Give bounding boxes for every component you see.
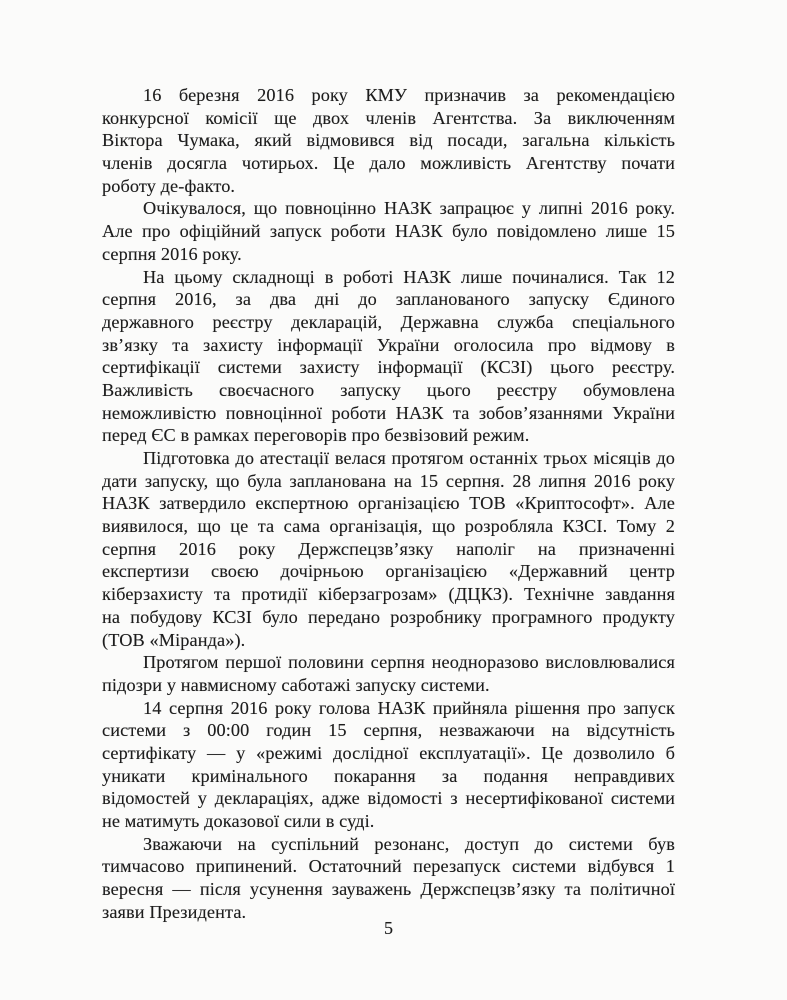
text-line: конкурсної комісії ще двох членів Агентства. За виключенням	[102, 107, 675, 128]
text-line: підозри у навмисному саботажі запуску системи.	[102, 674, 490, 695]
text-line: вересня — після усунення зауважень Держспецзв’язку та політичної	[102, 879, 675, 900]
text-line: відомостей у деклараціях, адже відомості з несертифікованої системи	[102, 788, 675, 809]
text-line: Віктора Чумака, який відмовився від посади, загальна кількість	[102, 130, 675, 151]
text-line: Протягом першої половини серпня неодноразово висловлювалися	[143, 652, 675, 673]
text-line: дати запуску, що була запланована на 15 серпня. 28 липня 2016 року	[102, 470, 675, 491]
text-line: серпня 2016, за два дні до запланованого запуску Єдиного	[102, 289, 675, 310]
text-line: кіберзахисту та протидії кіберзагрозам» (ДЦКЗ). Технічне завдання	[102, 584, 675, 605]
text-line: членів досягла чотирьох. Це дало можливість Агентству почати	[102, 153, 675, 174]
text-line: НАЗК затвердило експертною організацією ТОВ «Криптософт». Але	[102, 493, 675, 514]
text-line: експертизи своєю дочірньою організацією «Державний центр	[102, 561, 675, 582]
text-line: серпня 2016 року Держспецзв’язку наполіг на призначенні	[102, 538, 675, 559]
text-line: сертифікації системи захисту інформації (КСЗІ) цього реєстру.	[102, 357, 675, 378]
text-line: сертифікату — у «режимі дослідної експлуатації». Це дозволило б	[102, 742, 675, 763]
paragraph	[102, 84, 675, 197]
text-line: уникати кримінального покарання за подання неправдивих	[102, 765, 675, 786]
text-line: Важливість своєчасного запуску цього реєстру обумовлена	[102, 379, 675, 400]
paragraph	[102, 447, 675, 651]
text-line: Підготовка до атестації велася протягом останніх трьох місяців до	[143, 448, 675, 468]
text-line: перед ЄС в рамках переговорів про безвізовий режим.	[102, 425, 530, 446]
text-line: виявилося, що це та сама організація, що розробляла КЗСІ. Тому 2	[102, 516, 675, 537]
text-line: неможливістю повноцінної роботи НАЗК та зобов’язаннями України	[102, 402, 675, 423]
text-line: зв’язку та захисту інформації України оголосила про відмову в	[102, 334, 675, 355]
text-line: не матимуть доказової сили в суді.	[102, 811, 375, 831]
page-number: 5	[384, 918, 393, 938]
paragraph	[102, 651, 675, 696]
body-text	[102, 84, 675, 923]
text-line: заяви Президента.	[102, 901, 247, 922]
text-line: серпня 2016 року.	[102, 243, 242, 264]
text-line: 14 серпня 2016 року голова НАЗК прийняла рішення про запуск	[143, 697, 675, 718]
text-line: на побудову КСЗІ було передано розробнику програмного продукту	[102, 606, 675, 627]
text-line: На цьому складнощі в роботі НАЗК лише починалися. Так 12	[143, 266, 675, 287]
text-line: державного реєстру декларацій, Державна служба спеціального	[102, 311, 675, 332]
text-line: Зважаючи на суспільний резонанс, доступ до системи був	[143, 833, 675, 854]
text-line: 16 березня 2016 року КМУ призначив за рекомендацією	[143, 85, 675, 105]
text-line: системи з 00:00 годин 15 серпня, незважаючи на відсутність	[102, 720, 675, 741]
paragraph	[102, 266, 675, 448]
text-line: Але про офіційний запуск роботи НАЗК було повідомлено лише 15	[102, 221, 675, 242]
paragraph	[102, 697, 675, 833]
paragraph	[102, 833, 675, 924]
text-line: Очікувалося, що повноцінно НАЗК запрацює у липні 2016 року.	[143, 198, 675, 219]
paragraph	[102, 197, 675, 265]
text-line: тимчасово припинений. Остаточний перезапуск системи відбувся 1	[102, 856, 675, 877]
text-line: (ТОВ «Міранда»).	[102, 629, 246, 650]
text-line: роботу де-факто.	[102, 175, 236, 196]
